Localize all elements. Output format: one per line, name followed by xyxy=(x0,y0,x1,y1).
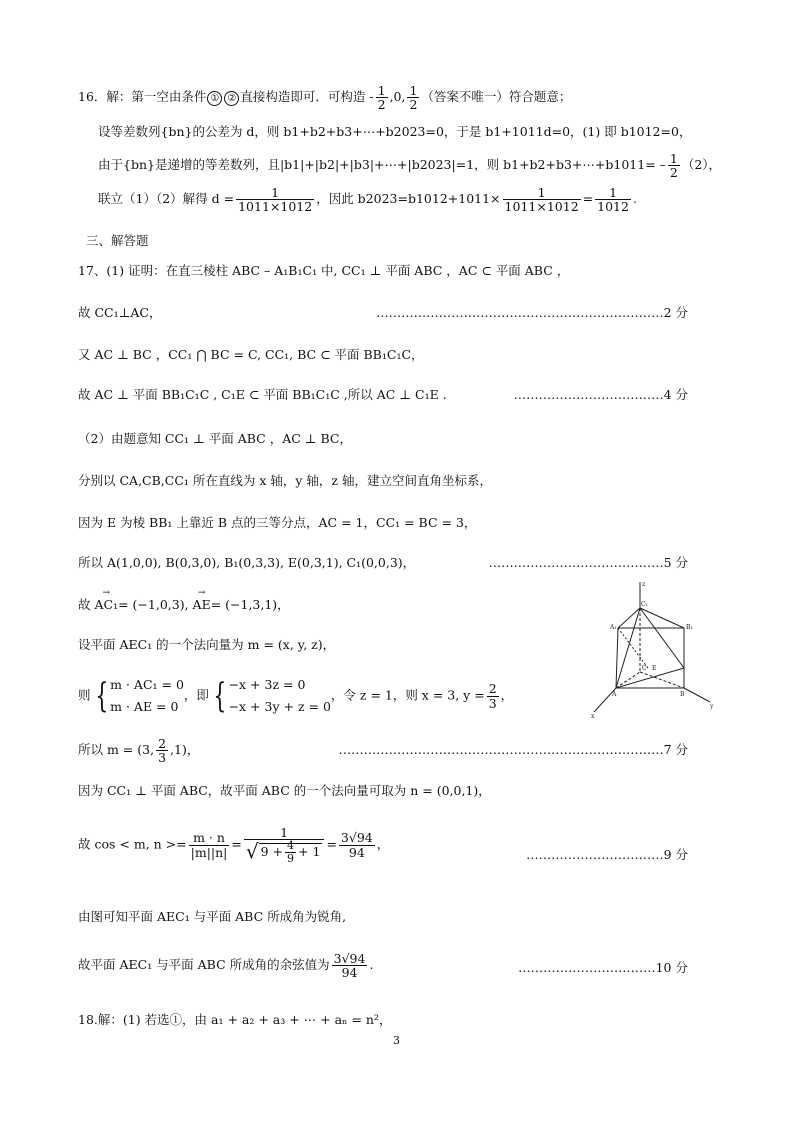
label-e: E xyxy=(652,665,657,672)
q16-line-1 xyxy=(78,84,571,111)
fraction-d-repeat: $\frac{1}{1011\times 1012}$ xyxy=(504,185,579,215)
q17-line-10: 设平面 AEC₁ 的一个法向量为 m = (x, y, z)， xyxy=(78,637,336,652)
condition-1-mark: ① xyxy=(207,91,222,106)
q17-line-12: 所以 m = (3, $\frac{2}{3}$ ,1)， xyxy=(78,736,200,766)
fraction-cos-def: $\frac{m \cdot n}{|m||n|}$ xyxy=(190,830,228,860)
q17-line-15: 由图可知平面 AEC₁ 与平面 ABC 所成角为锐角, xyxy=(78,909,347,924)
q16-line-3: 由于{bn}是递增的等差数列，且|b1|+|b2|+|b3|+⋯+|b2023|=1，则 b1+b2+b3+⋯+b1011= – $\frac{1}{2}$ （2）， xyxy=(98,151,722,181)
score-7: ……………………………………………………………………7 分 xyxy=(338,742,688,757)
label-b1: B₁ xyxy=(686,624,693,631)
q17-line-5: （2）由题意知 CC₁ ⊥ 平面 ABC ，AC ⊥ BC， xyxy=(78,431,352,446)
segment-ae xyxy=(616,668,684,688)
segment-c1e xyxy=(640,608,684,668)
q17-line-8: 所以 A(1,0,0), B(0,3,0), B₁(0,3,3), E(0,3,1), C₁(0,0,3)， xyxy=(78,555,416,570)
fraction-result: $\frac{1}{1012}$ xyxy=(597,185,629,215)
q18-line-1: 18.解：(1) 若选①，由 a₁ + a₂ + a₃ + ⋯ + aₙ = n²， xyxy=(78,1012,392,1027)
fraction-one-half: $\frac{1}{2}$ xyxy=(669,151,678,181)
vector-ac1: → AC₁ xyxy=(95,597,119,612)
left-brace: { xyxy=(94,676,108,716)
q17-line-2: 故 CC₁⊥AC， xyxy=(78,305,162,320)
label-y: y xyxy=(710,703,714,710)
y-axis xyxy=(684,688,710,702)
fraction-two-thirds: $\frac{2}{3}$ xyxy=(158,736,167,766)
score-4: ………………………………4 分 xyxy=(513,387,688,402)
page-number: 3 xyxy=(393,1034,400,1047)
q17-line-1: 17、(1) 证明：在直三棱柱 ABC – A₁B₁C₁ 中, CC₁ ⊥ 平面 ABC ，AC ⊂ 平面 ABC ， xyxy=(78,263,570,278)
label-a1: A₁ xyxy=(610,624,617,631)
q17-line-13: 因为 CC₁ ⊥ 平面 ABC，故平面 ABC 的一个法向量可取为 n = (0,0,1)， xyxy=(78,783,491,798)
vector-ae: → AE xyxy=(193,597,211,612)
label-x: x xyxy=(591,713,595,720)
edge-a1a xyxy=(616,628,618,688)
segment-ac1 xyxy=(616,608,640,688)
fraction-final-cos: $\frac{3√94}{94}$ xyxy=(333,951,366,981)
q17-line-11: 则 { m · AC₁ = 0 m · AE = 0，即 { −x + 3z = 0 −x + 3y + z = 0，令 z = 1，则 x = 3, y = $\frac{2}{3}$ ， xyxy=(78,676,514,716)
prism-figure xyxy=(588,580,718,720)
label-z: z xyxy=(642,581,646,588)
q17-line-9: 故 → AC₁= (−1,0,3), → AE= (−1,3,1)， xyxy=(78,595,290,613)
q16-line-2: 设等差数列{bn}的公差为 d，则 b1+b2+b3+⋯+b2023=0，于是 b1+1011d=0，(1) 即 b1012=0， xyxy=(98,124,692,139)
left-brace: { xyxy=(213,676,227,716)
label-b: B xyxy=(680,691,685,698)
label-a: A xyxy=(612,691,617,698)
q16-line-4: 联立（1）（2）解得 d = $\frac{1}{1011\times 1012}$ ，因此 b2023=b1012+1011× $\frac{1}{1011\times 1012}$ = $\frac{1}{1012}$ . xyxy=(98,185,637,215)
score-5: ……………………………………5 分 xyxy=(488,555,688,570)
q17-line-6: 分别以 CA,CB,CC₁ 所在直线为 x 轴，y 轴，z 轴，建立空间直角坐标系， xyxy=(78,473,492,488)
edge-c1b1 xyxy=(640,608,684,628)
fraction-one-half: $\frac{1}{2}$ xyxy=(409,83,418,113)
q17-line-16: 故平面 AEC₁ 与平面 ABC 所成角的余弦值为 $\frac{3√94}{94}$ . xyxy=(78,951,374,981)
score-2: ……………………………………………………………2 分 xyxy=(376,305,688,320)
q16-tail: （答案不唯一）符合题意； xyxy=(421,89,572,105)
q17-line-4: 故 AC ⊥ 平面 BB₁C₁C , C₁E ⊂ 平面 BB₁C₁C ,所以 AC ⊥ C₁E . xyxy=(78,387,447,402)
segment-inner xyxy=(618,628,648,668)
q16-intro: 16．解：第一空由条件 xyxy=(78,89,207,105)
label-c: C xyxy=(642,665,647,672)
score-9: ……………………………9 分 xyxy=(526,847,688,862)
equation-system-1: m · AC₁ = 0 m · AE = 0 xyxy=(110,677,184,714)
fraction-d: $\frac{1}{1011\times 1012}$ xyxy=(238,185,313,215)
equation-system-2: −x + 3z = 0 −x + 3y + z = 0 xyxy=(228,677,331,714)
q17-line-3: 又 AC ⊥ BC ，CC₁ ⋂ BC = C, CC₁, BC ⊂ 平面 BB₁C₁C， xyxy=(78,347,424,362)
fraction-two-thirds: $\frac{2}{3}$ xyxy=(488,681,497,711)
label-c1: C₁ xyxy=(641,601,648,608)
score-10: ……………………………10 分 xyxy=(518,960,688,975)
q16-zero: ,0, xyxy=(389,89,406,105)
q16-mid: 直接构造即可．可构造 - xyxy=(240,89,374,105)
condition-2-mark: ② xyxy=(224,91,239,106)
fraction-cos-value: 1 √ 9 + $\frac{4}{9}$ + 1 xyxy=(244,826,325,864)
q17-line-14: 故 cos < m, n >= $\frac{m \cdot n}{|m||n|}$ = 1 √ 9 + $\frac{4}{9}$ + 1 = $\frac{3√94}{94}$ ， xyxy=(78,825,390,865)
fraction-one-half: $\frac{1}{2}$ xyxy=(377,83,386,113)
q17-line-7: 因为 E 为棱 BB₁ 上靠近 B 点的三等分点，AC = 1，CC₁ = BC = 3， xyxy=(78,515,477,530)
fraction-cos-result: $\frac{3√94}{94}$ xyxy=(340,830,373,860)
section-heading: 三、解答题 xyxy=(86,233,149,248)
